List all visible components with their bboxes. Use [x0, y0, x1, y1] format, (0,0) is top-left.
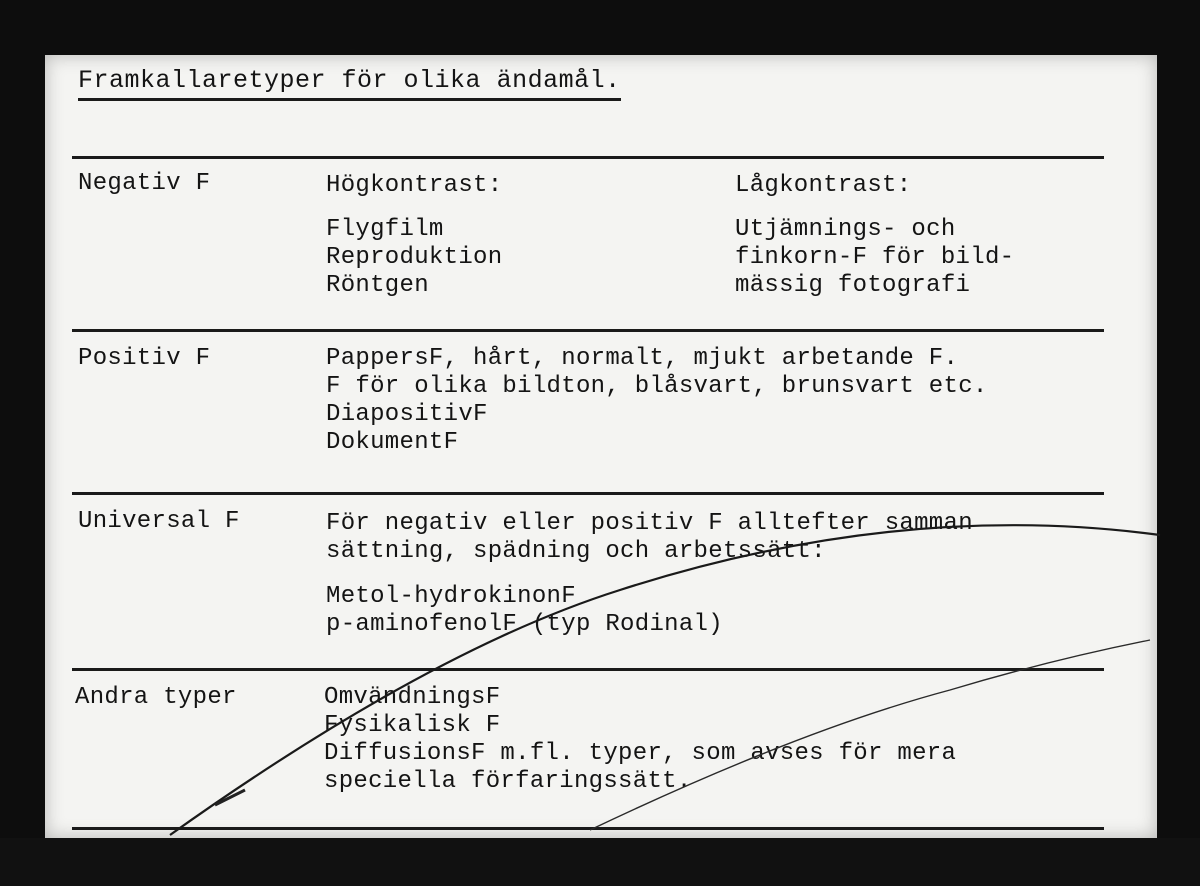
list-item: PappersF, hårt, normalt, mjukt arbetande F.	[326, 345, 959, 372]
andra-list	[324, 684, 956, 796]
list-item: speciella förfaringssätt.	[324, 768, 692, 795]
list-item: DiffusionsF m.fl. typer, som avses för mera	[324, 740, 957, 767]
list-item: Flygfilm	[326, 216, 444, 243]
list-item: Röntgen	[326, 272, 429, 299]
list-item: F för olika bildton, blåsvart, brunsvart etc.	[326, 373, 988, 400]
list-item: För negativ eller positiv F alltefter samman	[326, 510, 973, 537]
film-frame-edge	[0, 838, 1200, 886]
universal-description	[326, 510, 973, 566]
list-item: OmvändningsF	[324, 684, 501, 711]
high-contrast-list	[326, 216, 502, 300]
list-item: Metol-hydrokinonF	[326, 583, 576, 610]
low-contrast-list	[735, 216, 1014, 300]
high-contrast-heading: Högkontrast:	[326, 172, 503, 199]
list-item: finkorn-F för bild-	[735, 244, 1015, 271]
list-item: mässig fotografi	[735, 272, 971, 299]
list-item: Reproduktion	[326, 244, 503, 271]
section-label-negativ: Negativ F	[78, 170, 211, 197]
section-label-universal: Universal F	[78, 508, 240, 535]
section-label-positiv: Positiv F	[78, 345, 211, 372]
positiv-list	[326, 345, 988, 457]
list-item: Fysikalisk F	[324, 712, 501, 739]
divider-rule	[72, 492, 1104, 495]
universal-list	[326, 583, 723, 639]
divider-rule	[72, 668, 1104, 671]
divider-rule	[72, 827, 1104, 830]
list-item: DiapositivF	[326, 401, 488, 428]
list-item: p-aminofenolF (typ Rodinal)	[326, 611, 723, 638]
list-item: DokumentF	[326, 429, 459, 456]
divider-rule	[72, 329, 1104, 332]
card-title: Framkallaretyper för olika ändamål.	[78, 66, 621, 101]
list-item: sättning, spädning och arbetssätt:	[326, 538, 826, 565]
list-item: Utjämnings- och	[735, 216, 956, 243]
low-contrast-heading: Lågkontrast:	[735, 172, 912, 199]
divider-rule	[72, 156, 1104, 159]
section-label-andra: Andra typer	[75, 684, 237, 711]
